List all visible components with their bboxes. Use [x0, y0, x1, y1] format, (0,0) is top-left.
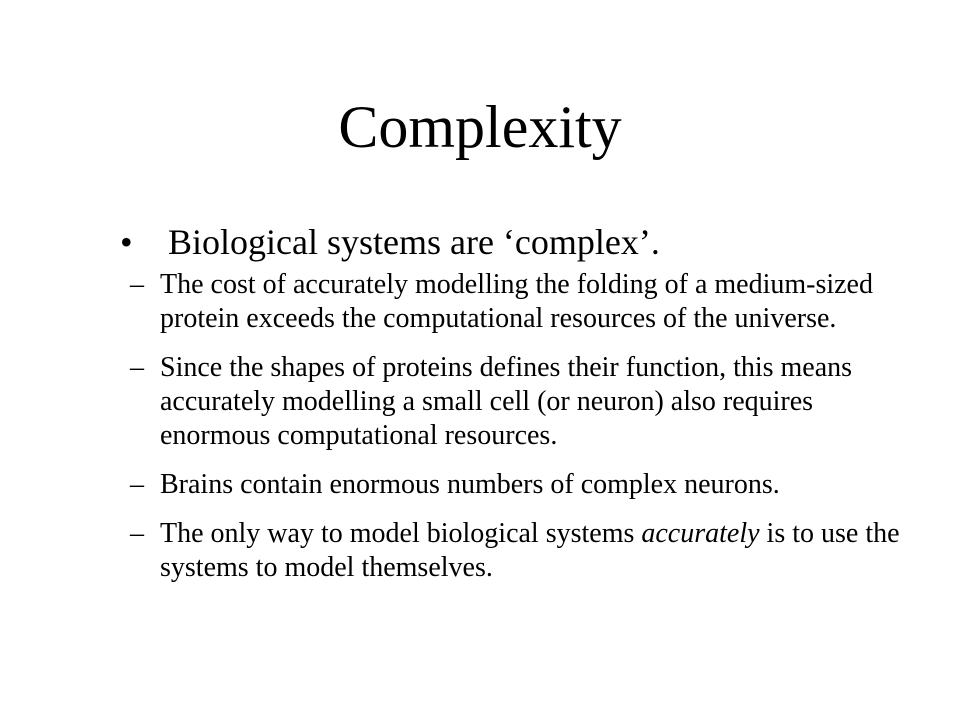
sub-bullet-text: The cost of accurately modelling the folding of a medium-sized protein exceeds the computational resources of the universe.: [160, 269, 873, 334]
sub-bullet: [130, 468, 900, 502]
dash-marker: –: [130, 469, 144, 500]
sub-bullet-list: [130, 268, 900, 600]
sub-bullet: [130, 351, 900, 453]
sub-bullet-text: Brains contain enormous numbers of complex neurons.: [160, 469, 780, 500]
emphasis-text: accurately: [641, 518, 760, 549]
sub-bullet: [130, 268, 900, 336]
dash-marker: –: [130, 352, 144, 383]
sub-bullet-text-before: The only way to model biological systems: [160, 518, 642, 549]
dash-marker: –: [130, 518, 144, 549]
main-bullet-text: Biological systems are ‘complex’.: [168, 222, 660, 262]
sub-bullet: [130, 517, 900, 585]
main-bullet: [120, 220, 888, 264]
dash-marker: –: [130, 269, 144, 300]
sub-bullet-text: Since the shapes of proteins defines their function, this means accurately modelling a small cell (or neuron) also requires enormous computational resources.: [160, 352, 853, 451]
slide-title: Complexity: [338, 94, 622, 160]
sub-bullet-text-after: is to use the systems to model themselves.: [160, 518, 900, 583]
bullet-marker: •: [120, 222, 133, 262]
